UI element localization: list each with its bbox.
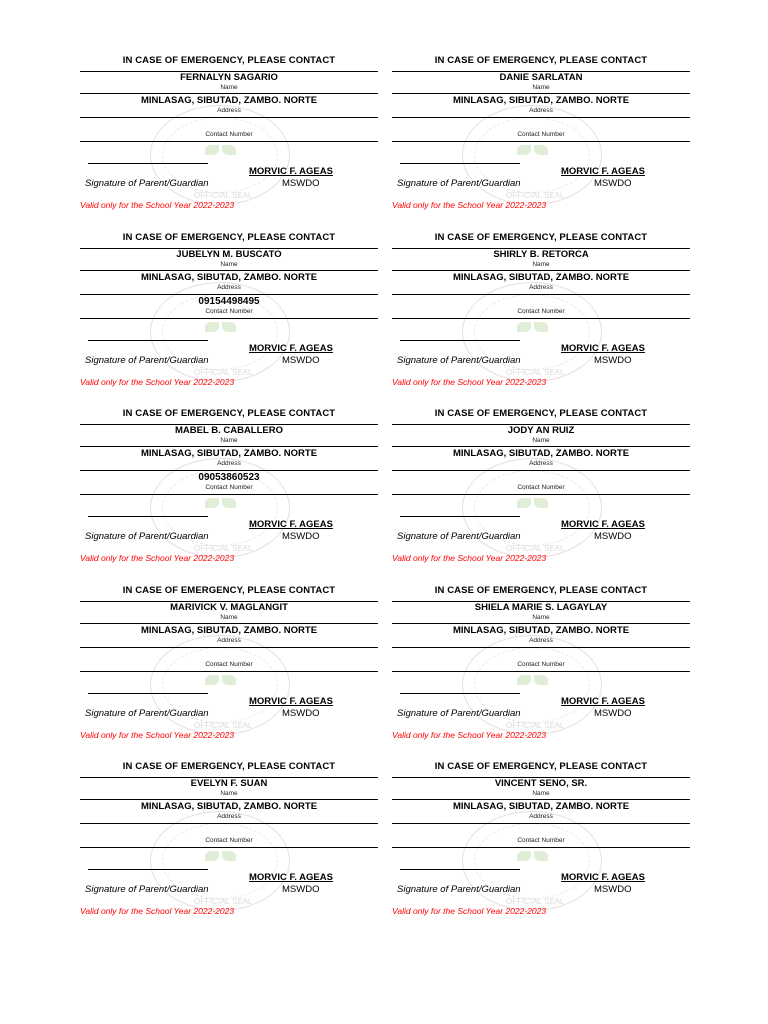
emergency-card [80, 759, 378, 931]
emergency-card [80, 230, 378, 402]
divider [392, 93, 690, 94]
officer-title: MSWDO [594, 708, 632, 719]
signature-line [88, 340, 208, 341]
divider [80, 847, 378, 848]
divider [392, 647, 690, 648]
name-caption: Name [220, 261, 238, 268]
card-heading: IN CASE OF EMERGENCY, PLEASE CONTACT [122, 232, 336, 243]
contact-number-caption: Contact Number [517, 484, 565, 491]
contact-number: 09053860523 [198, 472, 260, 483]
divider [392, 117, 690, 118]
divider [392, 446, 690, 447]
contact-number-caption: Contact Number [517, 661, 565, 668]
divider [392, 294, 690, 295]
signature-line [400, 869, 520, 870]
card-heading: IN CASE OF EMERGENCY, PLEASE CONTACT [434, 761, 648, 772]
contact-number-caption: Contact Number [517, 837, 565, 844]
contact-address: MINLASAG, SIBUTAD, ZAMBO. NORTE [452, 801, 630, 812]
name-caption: Name [532, 261, 550, 268]
signature-label: Signature of Parent/Guardian [397, 531, 521, 542]
signature-label: Signature of Parent/Guardian [85, 178, 209, 189]
signature-label: Signature of Parent/Guardian [397, 708, 521, 719]
divider [392, 270, 690, 271]
contact-name: EVELYN F. SUAN [190, 778, 268, 789]
validity-note: Valid only for the School Year 2022-2023 [392, 906, 547, 916]
official-seal-watermark: OFFICIAL SEAL [150, 811, 290, 911]
name-caption: Name [220, 84, 238, 91]
official-seal-watermark: OFFICIAL SEAL [462, 635, 602, 735]
divider [392, 799, 690, 800]
divider [80, 494, 378, 495]
emergency-card [80, 406, 378, 578]
emergency-card [80, 53, 378, 225]
address-caption: Address [529, 107, 553, 114]
address-caption: Address [529, 284, 553, 291]
validity-note: Valid only for the School Year 2022-2023 [392, 730, 547, 740]
official-seal-watermark: OFFICIAL SEAL [462, 282, 602, 382]
officer-name: MORVIC F. AGEAS [561, 166, 645, 177]
validity-note: Valid only for the School Year 2022-2023 [392, 200, 547, 210]
contact-number: 09154498495 [198, 296, 260, 307]
contact-name: SHIRLY B. RETORCA [493, 249, 589, 260]
signature-line [400, 163, 520, 164]
officer-title: MSWDO [282, 178, 320, 189]
contact-number-caption: Contact Number [517, 131, 565, 138]
divider [80, 117, 378, 118]
contact-address: MINLASAG, SIBUTAD, ZAMBO. NORTE [140, 625, 318, 636]
contact-number-caption: Contact Number [205, 837, 253, 844]
divider [80, 623, 378, 624]
divider [80, 671, 378, 672]
validity-note: Valid only for the School Year 2022-2023 [80, 200, 235, 210]
name-caption: Name [220, 614, 238, 621]
contact-number-caption: Contact Number [517, 308, 565, 315]
contact-name: VINCENT SENO, SR. [494, 778, 588, 789]
contact-address: MINLASAG, SIBUTAD, ZAMBO. NORTE [140, 801, 318, 812]
address-caption: Address [217, 637, 241, 644]
divider [80, 294, 378, 295]
contact-address: MINLASAG, SIBUTAD, ZAMBO. NORTE [452, 95, 630, 106]
divider [80, 93, 378, 94]
card-heading: IN CASE OF EMERGENCY, PLEASE CONTACT [122, 55, 336, 66]
officer-name: MORVIC F. AGEAS [561, 343, 645, 354]
address-caption: Address [217, 813, 241, 820]
validity-note: Valid only for the School Year 2022-2023 [80, 906, 235, 916]
divider [392, 823, 690, 824]
divider [80, 799, 378, 800]
emergency-card [392, 759, 690, 931]
official-seal-watermark: OFFICIAL SEAL [150, 635, 290, 735]
divider [80, 141, 378, 142]
address-caption: Address [529, 813, 553, 820]
officer-name: MORVIC F. AGEAS [249, 166, 333, 177]
signature-line [88, 869, 208, 870]
contact-number-caption: Contact Number [205, 484, 253, 491]
name-caption: Name [532, 84, 550, 91]
official-seal-watermark: OFFICIAL SEAL [150, 458, 290, 558]
name-caption: Name [532, 614, 550, 621]
validity-note: Valid only for the School Year 2022-2023 [392, 377, 547, 387]
official-seal-watermark: OFFICIAL SEAL [462, 811, 602, 911]
contact-name: JUBELYN M. BUSCATO [176, 249, 282, 260]
officer-title: MSWDO [282, 884, 320, 895]
officer-title: MSWDO [594, 178, 632, 189]
officer-title: MSWDO [594, 355, 632, 366]
signature-line [400, 516, 520, 517]
divider [392, 318, 690, 319]
contact-number-caption: Contact Number [205, 131, 253, 138]
card-heading: IN CASE OF EMERGENCY, PLEASE CONTACT [434, 585, 648, 596]
name-caption: Name [220, 790, 238, 797]
divider [392, 623, 690, 624]
contact-address: MINLASAG, SIBUTAD, ZAMBO. NORTE [452, 448, 630, 459]
validity-note: Valid only for the School Year 2022-2023 [80, 553, 235, 563]
divider [80, 270, 378, 271]
signature-line [88, 163, 208, 164]
signature-label: Signature of Parent/Guardian [85, 884, 209, 895]
emergency-card [80, 583, 378, 755]
officer-title: MSWDO [282, 531, 320, 542]
divider [80, 446, 378, 447]
officer-name: MORVIC F. AGEAS [249, 696, 333, 707]
emergency-card [392, 230, 690, 402]
emergency-card [392, 406, 690, 578]
contact-name: DANIE SARLATAN [499, 72, 583, 83]
officer-name: MORVIC F. AGEAS [561, 519, 645, 530]
official-seal-watermark: OFFICIAL SEAL [462, 458, 602, 558]
address-caption: Address [217, 460, 241, 467]
official-seal-watermark: OFFICIAL SEAL [462, 105, 602, 205]
divider [80, 318, 378, 319]
validity-note: Valid only for the School Year 2022-2023 [80, 730, 235, 740]
officer-title: MSWDO [594, 884, 632, 895]
card-heading: IN CASE OF EMERGENCY, PLEASE CONTACT [122, 408, 336, 419]
signature-label: Signature of Parent/Guardian [397, 355, 521, 366]
divider [392, 847, 690, 848]
contact-address: MINLASAG, SIBUTAD, ZAMBO. NORTE [452, 272, 630, 283]
signature-label: Signature of Parent/Guardian [85, 355, 209, 366]
divider [392, 494, 690, 495]
name-caption: Name [532, 437, 550, 444]
contact-number-caption: Contact Number [205, 661, 253, 668]
signature-label: Signature of Parent/Guardian [85, 531, 209, 542]
officer-title: MSWDO [282, 708, 320, 719]
address-caption: Address [529, 460, 553, 467]
signature-label: Signature of Parent/Guardian [85, 708, 209, 719]
divider [80, 470, 378, 471]
divider [80, 647, 378, 648]
contact-address: MINLASAG, SIBUTAD, ZAMBO. NORTE [140, 95, 318, 106]
official-seal-watermark: OFFICIAL SEAL [150, 105, 290, 205]
officer-name: MORVIC F. AGEAS [249, 519, 333, 530]
address-caption: Address [217, 284, 241, 291]
signature-line [88, 693, 208, 694]
contact-address: MINLASAG, SIBUTAD, ZAMBO. NORTE [140, 272, 318, 283]
card-heading: IN CASE OF EMERGENCY, PLEASE CONTACT [122, 761, 336, 772]
officer-name: MORVIC F. AGEAS [561, 872, 645, 883]
name-caption: Name [220, 437, 238, 444]
official-seal-watermark: OFFICIAL SEAL [150, 282, 290, 382]
contact-address: MINLASAG, SIBUTAD, ZAMBO. NORTE [452, 625, 630, 636]
divider [392, 470, 690, 471]
officer-title: MSWDO [282, 355, 320, 366]
emergency-card [392, 583, 690, 755]
divider [80, 823, 378, 824]
contact-address: MINLASAG, SIBUTAD, ZAMBO. NORTE [140, 448, 318, 459]
contact-name: FERNALYN SAGARIO [180, 72, 278, 83]
address-caption: Address [217, 107, 241, 114]
card-heading: IN CASE OF EMERGENCY, PLEASE CONTACT [122, 585, 336, 596]
signature-line [400, 693, 520, 694]
officer-name: MORVIC F. AGEAS [249, 343, 333, 354]
divider [392, 141, 690, 142]
signature-line [400, 340, 520, 341]
validity-note: Valid only for the School Year 2022-2023 [392, 553, 547, 563]
card-heading: IN CASE OF EMERGENCY, PLEASE CONTACT [434, 408, 648, 419]
divider [392, 671, 690, 672]
officer-name: MORVIC F. AGEAS [561, 696, 645, 707]
signature-label: Signature of Parent/Guardian [397, 178, 521, 189]
officer-title: MSWDO [594, 531, 632, 542]
address-caption: Address [529, 637, 553, 644]
contact-number-caption: Contact Number [205, 308, 253, 315]
contact-name: MARIVICK V. MAGLANGIT [170, 602, 288, 613]
signature-label: Signature of Parent/Guardian [397, 884, 521, 895]
validity-note: Valid only for the School Year 2022-2023 [80, 377, 235, 387]
card-heading: IN CASE OF EMERGENCY, PLEASE CONTACT [434, 232, 648, 243]
signature-line [88, 516, 208, 517]
contact-name: JODY AN RUIZ [507, 425, 575, 436]
contact-name: SHIELA MARIE S. LAGAYLAY [474, 602, 608, 613]
emergency-card [392, 53, 690, 225]
officer-name: MORVIC F. AGEAS [249, 872, 333, 883]
name-caption: Name [532, 790, 550, 797]
card-heading: IN CASE OF EMERGENCY, PLEASE CONTACT [434, 55, 648, 66]
contact-name: MABEL B. CABALLERO [174, 425, 284, 436]
